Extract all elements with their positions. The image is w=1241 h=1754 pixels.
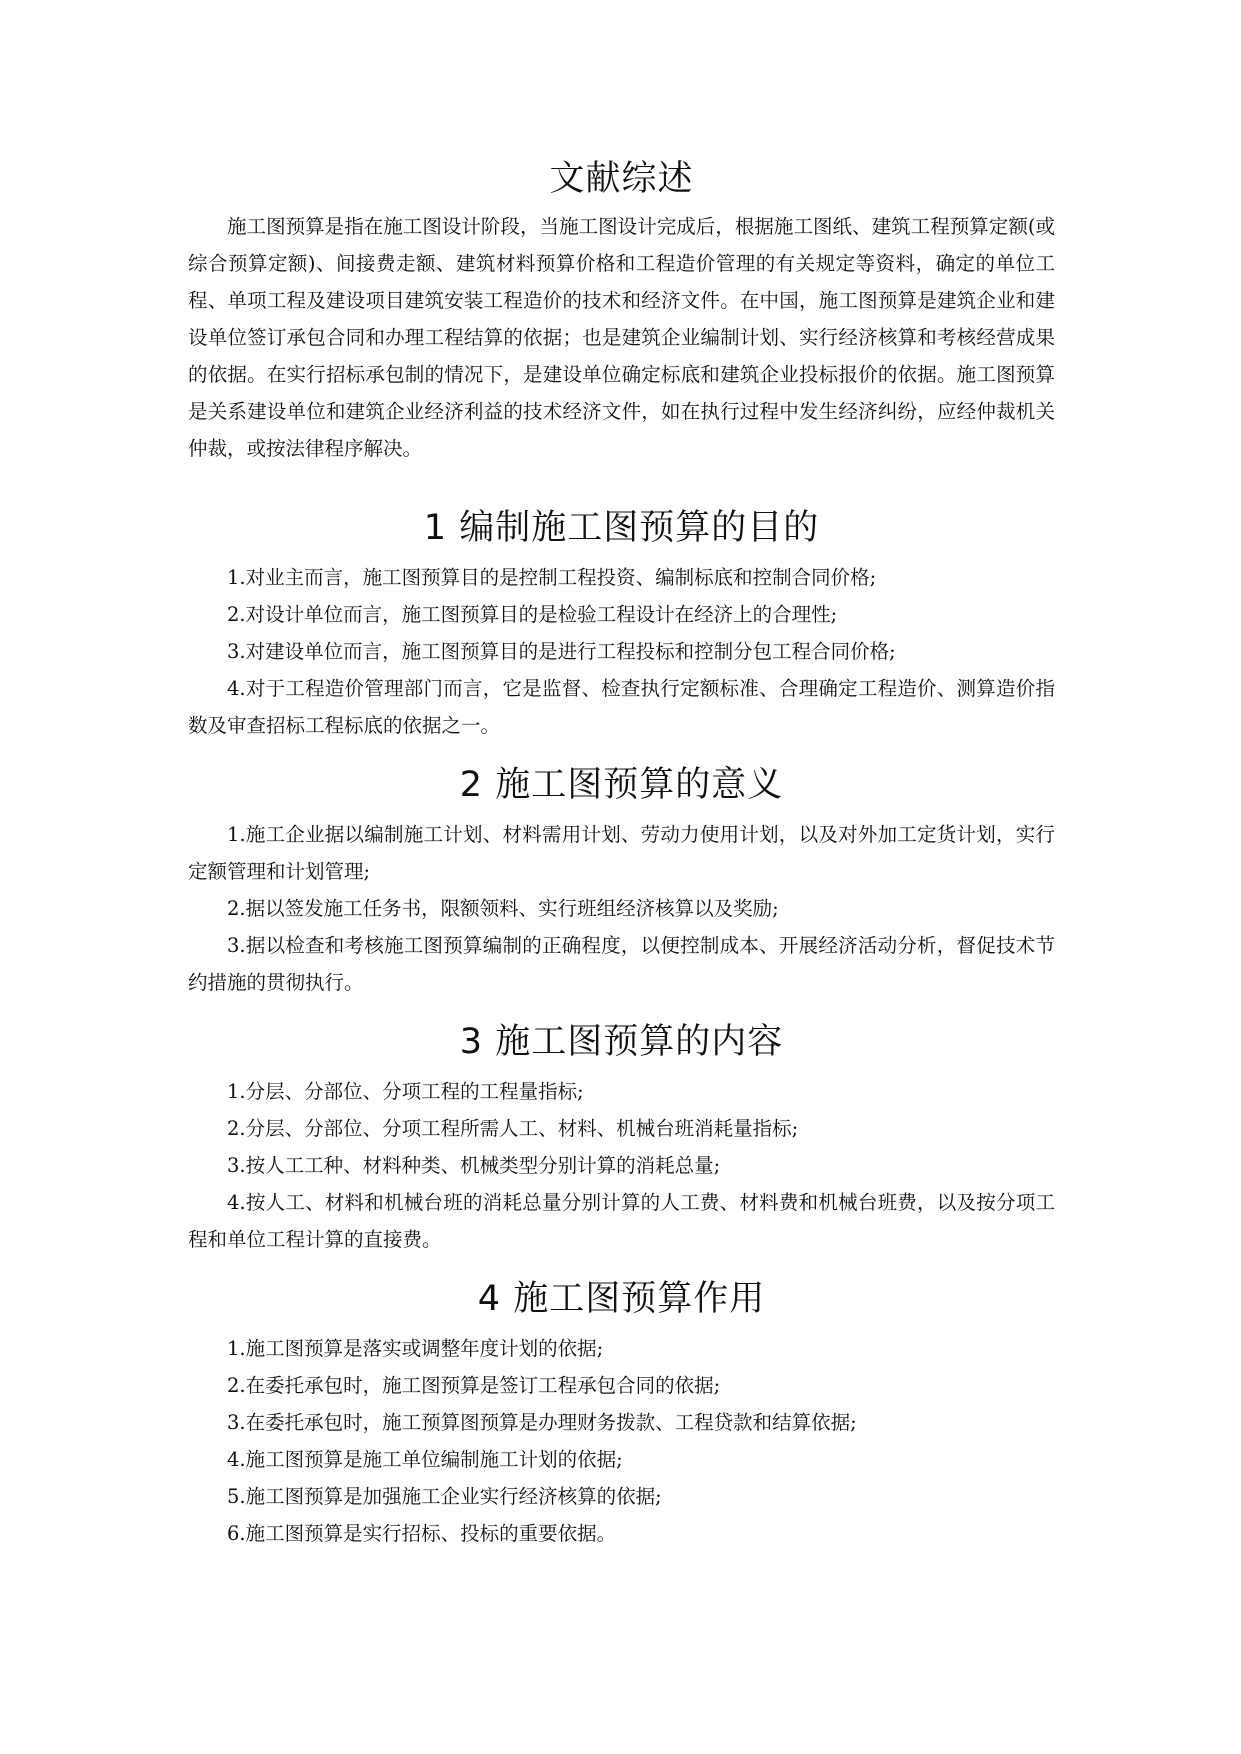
section-heading: 3 施工图预算的内容 [459, 1022, 784, 1062]
list-item: 5.施工图预算是加强施工企业实行经济核算的依据; [227, 1485, 662, 1508]
section-heading: 4 施工图预算作用 [477, 1279, 766, 1319]
list-item: 2.在委托承包时，施工图预算是签订工程承包合同的依据; [227, 1374, 721, 1397]
list-item: 1.分层、分部位、分项工程的工程量指标; [227, 1080, 584, 1103]
section-function [188, 1270, 1055, 1552]
section-heading: 2 施工图预算的意义 [459, 765, 784, 805]
list-item: 1.对业主而言，施工图预算目的是控制工程投资、编制标底和控制合同价格; [227, 566, 877, 589]
section-purpose [188, 499, 1055, 744]
list-item: 6.施工图预算是实行招标、投标的重要依据。 [227, 1522, 617, 1545]
list-item: 3.在委托承包时，施工预算图预算是办理财务拨款、工程贷款和结算依据; [227, 1411, 857, 1434]
list-item: 2.据以签发施工任务书，限额领料、实行班组经济核算以及奖励; [227, 897, 779, 920]
list-item: 3.对建设单位而言，施工图预算目的是进行工程投标和控制分包工程合同价格; [227, 640, 896, 663]
list-item: 3.据以检查和考核施工图预算编制的正确程度，以便控制成本、开展经济活动分析，督促技术节约措施的贯彻执行。 [188, 934, 1055, 994]
list-item: 1.施工企业据以编制施工计划、材料需用计划、劳动力使用计划，以及对外加工定货计划，实行定额管理和计划管理; [188, 823, 1055, 883]
list-item: 3.按人工工种、材料种类、机械类型分别计算的消耗总量; [227, 1154, 721, 1177]
list-item: 1.施工图预算是落实或调整年度计划的依据; [227, 1337, 604, 1360]
list-item: 4.对于工程造价管理部门而言，它是监督、检查执行定额标准、合理确定工程造价、测算造价指数及审查招标工程标底的依据之一。 [188, 677, 1055, 737]
section-content [188, 1013, 1055, 1258]
page-title: 文献综述 [549, 159, 694, 199]
list-item: 2.对设计单位而言，施工图预算目的是检验工程设计在经济上的合理性; [227, 603, 838, 626]
list-item: 2.分层、分部位、分项工程所需人工、材料、机械台班消耗量指标; [227, 1117, 799, 1140]
document-page [188, 150, 1055, 1552]
section-heading: 1 编制施工图预算的目的 [423, 508, 820, 548]
list-item: 4.按人工、材料和机械台班的消耗总量分别计算的人工费、材料费和机械台班费，以及按分项工程和单位工程计算的直接费。 [188, 1191, 1055, 1251]
intro-paragraph: 施工图预算是指在施工图设计阶段，当施工图设计完成后，根据施工图纸、建筑工程预算定额(或综合预算定额)、间接费走额、建筑材料预算价格和工程造价管理的有关规定等资料，确定的单位工程、单项工程及建设项目建筑安装工程造价的技术和经济文件。在中国，施工图预算是建筑企业和建设单位签订承包合同和办理工程结算的依据；也是建筑企业编制计划、实行经济核算和考核经营成果的依据。在实行招标承包制的情况下，是建设单位确定标底和建筑企业投标报价的依据。施工图预算是关系建设单位和建筑企业经济利益的技术经济文件，如在执行过程中发生经济纠纷，应经仲裁机关仲裁，或按法律程序解决。 [188, 215, 1055, 460]
list-item: 4.施工图预算是施工单位编制施工计划的依据; [227, 1448, 623, 1471]
section-significance [188, 756, 1055, 1001]
